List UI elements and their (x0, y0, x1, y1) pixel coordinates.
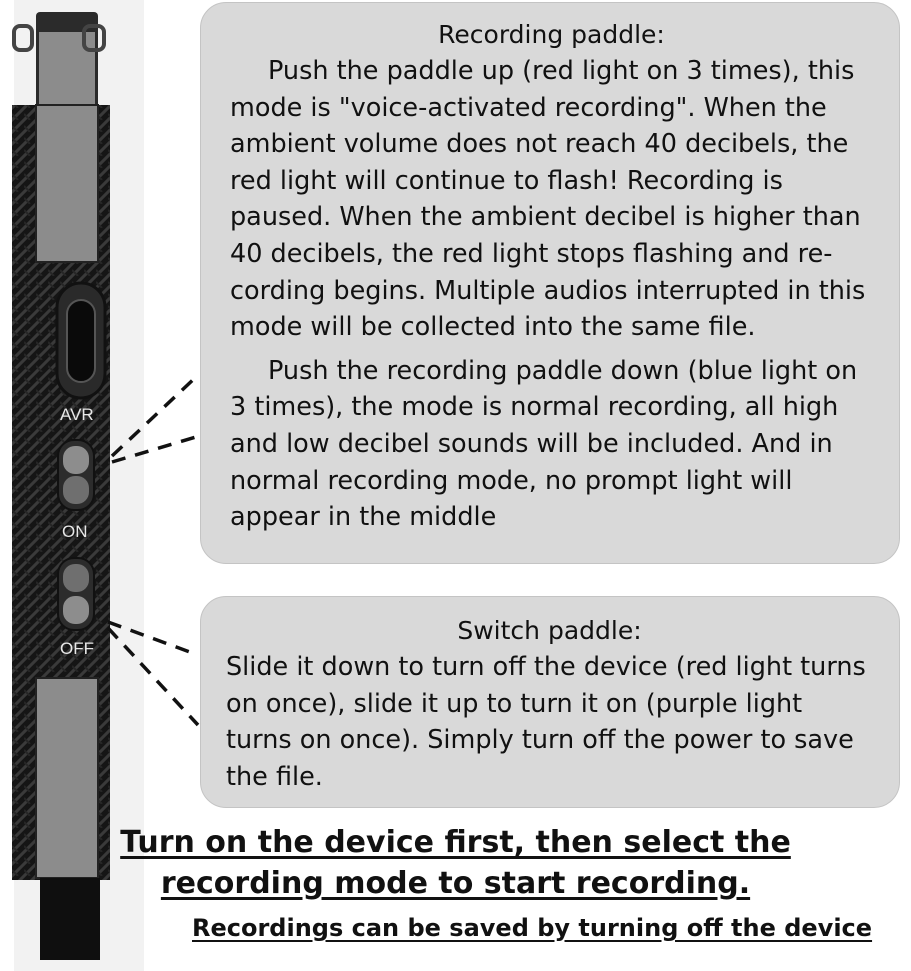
clip-plate (36, 105, 98, 262)
normal-recording-description: Push the recording paddle down (blue light on 3 times), the mode is normal recording, all high and low decibel sounds will be included. And in normal recording mode, no prompt light will appear in the middle (230, 355, 858, 533)
off-label: OFF (60, 639, 94, 658)
switch-paddle-callout (200, 596, 900, 808)
startup-instruction-line-1: Turn on the device first, then select the (120, 825, 791, 860)
mode-slider-icon[interactable] (58, 440, 94, 510)
switch-paddle-title: Switch paddle: (457, 616, 642, 645)
startup-instruction (0, 822, 911, 904)
recording-paddle-callout (200, 2, 900, 564)
voice-activated-description: Push the paddle up (red light on 3 times), this mode is "voice-activated recording". When the ambient volume does not reach 40 decibels, the red light will continue to flash! Recording is paused. When the ambient decibel is higher than 40 decibels, the red light stops flashing and re-cording begins. Multiple audios interrupted in this mode will be collected into the same file. (230, 56, 866, 343)
avr-label: AVR (60, 405, 94, 424)
power-slider-icon[interactable] (58, 558, 94, 630)
startup-instruction-line-2: recording mode to start recording. (160, 866, 751, 901)
recording-paddle-title: Recording paddle: (438, 20, 665, 49)
switch-paddle-description: Slide it down to turn off the device (red light turns on once), slide it up to turn it on (purple light turns on once). Simply turn off the power to save the file. (226, 652, 866, 792)
usb-c-port-icon (57, 283, 105, 398)
save-instruction: Recordings can be saved by turning off the device (192, 914, 873, 942)
on-label: ON (62, 522, 88, 541)
